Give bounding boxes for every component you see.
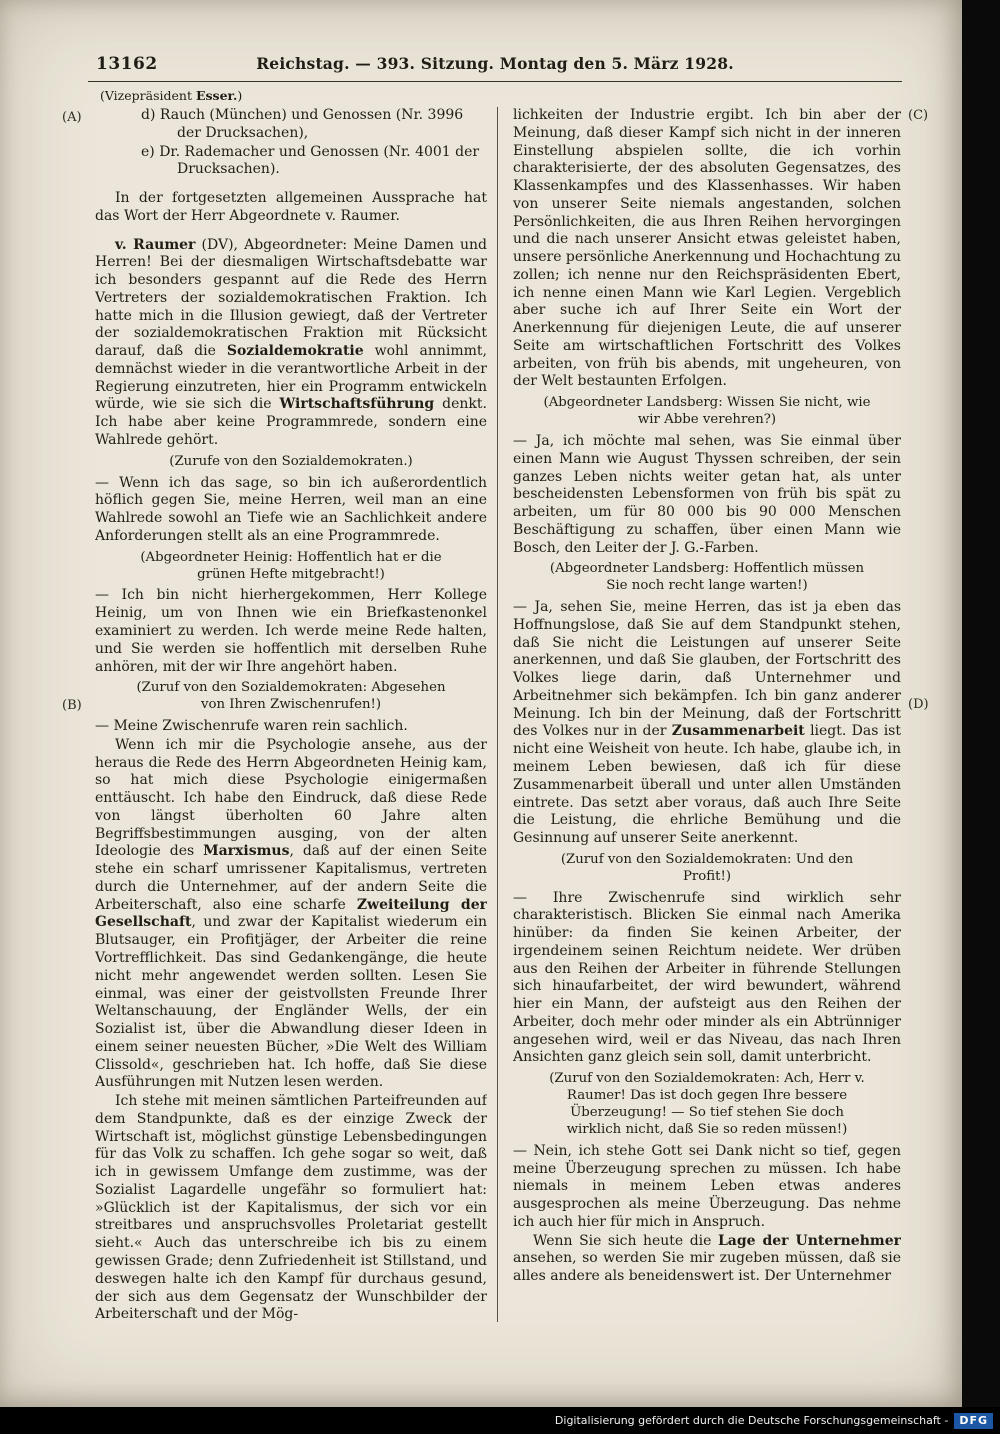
vice-president-suffix: )	[237, 88, 243, 103]
text-run: — Wenn ich das sage, so bin ich außerordentlich höflich gegen Sie, meine Herren, weil man an eine Wahlrede sowohl an Tiefe wie an Sachlichkeit andere Anforderungen stellt als an eine Programmrede.	[95, 474, 487, 544]
text-run: lichkeiten der Industrie ergibt. Ich bin aber der Meinung, daß dieser Kampf sich nicht in der inneren Einstellung abspielen sollte, die ich vorhin charakterisierte, der des absoluten Gegensatzes, des Klassenkampfes und des Klassenhasses. Wir haben von unserer Seite niemals angestanden, solchen Persönlichkeiten, die aus Ihren Reihen hervorgingen und die nach unserer Ansicht etwas geleistet haben, unsere persönliche Anerkennung und Hochachtung zu zollen; ich nenne nur den Reichspräsidenten Ebert, ich nenne einen Mann wie Karl Legien. Vergeblich aber suche ich auf Ihrer Seite ein Wort der Anerkennung für diejenigen Leute, die auf unserer Seite am wirtschaftlichen Fortschritt des Volkes arbeiten, von früh bis abends, mit ungeheuren, von der Welt bestaunten Erfolgen.	[513, 107, 901, 390]
stage-direction	[95, 454, 487, 471]
agenda-item	[95, 144, 487, 180]
agenda-item	[95, 107, 487, 143]
margin-marker-d: (D)	[908, 697, 929, 712]
margin-marker-b: (B)	[62, 698, 82, 713]
stage-direction	[95, 680, 487, 714]
text-run: — Nein, ich stehe Gott sei Dank nicht so tief, gegen meine Überzeugung sprechen zu müssen. Ich habe niemals in meinem Leben etwas anderes ausgesprochen als meine Überzeugung. Das nehme ich auch hier für mich in Anspruch.	[513, 1142, 901, 1230]
paragraph	[513, 1143, 901, 1232]
vice-president-name: Esser.	[195, 88, 238, 103]
text-run: e) Dr. Rademacher und Genossen (Nr. 4001 der Drucksachen).	[141, 143, 480, 178]
dfg-logo: DFG	[954, 1413, 993, 1429]
paragraph	[95, 237, 487, 450]
paragraph	[95, 737, 487, 1092]
text-run: — Ihre Zwischenrufe sind wirklich sehr charakteristisch. Blicken Sie einmal nach Amerika hinüber: da finden Sie keinen Arbeiter, der irgendeinem seinen Reichtum neidete. Wer drüben aus den Reihen der Arbeiter in führende Stellungen sich hinaufarbeitet, der wird bewundert, während hier ein Mann, der aufsteigt aus den Reihen der Arbeiter, doch mehr oder minder als ein Abtrünniger angesehen wird, weil er das Niveau, das nach Ihren Ansichten ganz gleich sein soll, damit unterbricht.	[513, 889, 901, 1066]
emphasis-text: Lage der Unternehmer	[717, 1232, 901, 1249]
paragraph	[95, 475, 487, 546]
text-run: liegt. Das ist nicht eine Weisheit von heute. Ich habe, glaube ich, in meinem Leben bewiesen, daß ich für diese Zusammenarbeit überall und unter allen Umständen eintrete. Das setzt aber voraus, daß auch Ihre Seite die Leistung, die ehrliche Bemühung und die Gesinnung auf unserer Seite anerkennt.	[513, 723, 901, 847]
text-run: (DV), Abgeordneter: Meine Damen und Herren! Bei der diesmaligen Wirtschaftsdebatte war ich besonders gespannt auf die Rede des Herrn Vertreters der sozialdemokratischen Fraktion. Ich hatte mich in die Illusion gewiegt, daß der Vertreter der sozialdemokratischen Fraktion mit Rücksicht darauf, daß die	[95, 236, 487, 360]
text-run: Wenn Sie sich heute die	[533, 1232, 718, 1249]
text-run: , daß auf der einen Seite stehe ein scharf umrissener Kapitalismus, vertreten durch die Unternehmer, auf der andern Seite die Arbeiterschaft, also eine scharfe	[95, 843, 487, 913]
text-run: Wenn ich mir die Psychologie ansehe, aus der heraus die Rede des Herrn Abgeordneten Heinig kam, so hat mich diese Psychologie einigermaßen enttäuscht. Ich habe den Eindruck, daß diese Rede von längst überholten 60 Jahre alten Begriffsbestimmungen ausging, von der alten Ideologie des	[95, 736, 487, 860]
paragraph	[513, 599, 901, 848]
paragraph	[513, 433, 901, 557]
text-run: (Zuruf von den Sozialdemokraten: Und den Profit!)	[560, 851, 854, 884]
text-columns	[95, 107, 901, 1322]
stage-direction	[513, 1071, 901, 1139]
text-run: (Zuruf von den Sozialdemokraten: Ach, Herr v. Raumer! Das ist doch gegen Ihre bessere Überzeugung! — So tief stehen Sie doch wirklich nicht, daß Sie so reden müssen!)	[549, 1071, 865, 1137]
stage-direction	[95, 550, 487, 584]
paragraph	[95, 718, 487, 736]
paragraph	[95, 587, 487, 676]
text-run: denkt. Ich habe aber keine Programmrede, sondern eine Wahlrede gehört.	[95, 396, 487, 449]
footer-bar	[0, 1407, 1000, 1434]
emphasis-text: Sozialdemokratie	[226, 343, 364, 360]
vice-president-note	[100, 88, 242, 103]
scan-edge-right	[962, 0, 1000, 1434]
vice-president-prefix: (Vizepräsident	[100, 88, 196, 103]
paragraph	[513, 890, 901, 1068]
stage-direction	[513, 395, 901, 429]
left-column	[95, 107, 487, 1322]
text-run: In der fortgesetzten allgemeinen Aussprache hat das Wort der Herr Abgeordnete v. Raumer.	[95, 190, 487, 224]
text-run: — Ja, ich möchte mal sehen, was Sie einmal über einen Mann wie August Thyssen schreiben, der sein ganzes Leben nichts weiter getan hat, als unter bescheidensten Lebensformen von früh bis spät zu arbeiten, um für 80 000 bis 90 000 Menschen Beschäftigung zu schaffen, über einen Mann wie Bosch, den Leiter der J. G.-Farben.	[513, 433, 901, 556]
text-run: (Zurufe von den Sozialdemokraten.)	[169, 453, 413, 469]
text-run: ansehen, so werden Sie mir zugeben müssen, daß sie alles andere als beneidenswert ist. Der Unternehmer	[513, 1250, 901, 1285]
paragraph	[95, 1093, 487, 1322]
text-run: — Ich bin nicht hierhergekommen, Herr Kollege Heinig, um von Ihnen wie ein Briefkastenonkel examiniert zu werden. Ich werde meine Rede halten, und Sie werden sie hoffentlich mit derselben Ruhe anhören, mit der wir Ihre angehört haben.	[95, 587, 487, 675]
emphasis-text: Wirtschaftsführung	[279, 396, 435, 413]
digitization-credit: Digitalisierung gefördert durch die Deutsche Forschungsgemeinschaft -	[554, 1414, 949, 1427]
text-run: — Meine Zwischenrufe waren rein sachlich.	[95, 718, 408, 735]
text-run: Ich stehe mit meinen sämtlichen Parteifreunden auf dem Standpunkte, daß es der einzige Zweck der Wirtschaft ist, möglichst günstige Lebensbedingungen für das Volk zu schaffen. Ich gehe sogar so weit, daß ich in gewissem Umfange dem zustimme, was der Sozialist Lagardelle ungefähr so formuliert hat: »Glücklich ist der Kapitalismus, der sich vor ein streitbares und anspruchsvolles Proletariat gestellt sieht.« Auch das unterschreibe ich bis zu einem gewissen Grade; denn Zufriedenheit ist Stillstand, und deswegen halte ich den Kampf für durchaus gesund, der sich aus dem Gegensatz der Wunschbilder der Arbeiterschaft und der Mög-	[95, 1093, 487, 1322]
stage-direction	[513, 852, 901, 886]
text-run: , und zwar der Kapitalist wiederum ein Blutsauger, ein Profitjäger, der Arbeiter die reine Vortrefflichkeit. Das sind Gedankengänge, die heute nicht mehr angewendet werden sollten. Lesen Sie einmal, was einer der geistvollsten Freunde Ihrer Weltanschauung, der Engländer Wells, der ein Sozialist ist, über die Abwandlung dieser Ideen in einem seiner neuesten Bücher, »Die Welt des William Clissold«, geschrieben hat. Ich hoffe, daß Sie diese Ausführungen mit Nutzen lesen werden.	[95, 914, 487, 1091]
paragraph	[513, 1233, 901, 1286]
text-run: (Zuruf von den Sozialdemokraten: Abgesehen von Ihren Zwischenrufen!)	[136, 680, 446, 713]
text-run: wohl annimmt, demnächst wieder in die verantwortliche Arbeit in der Regierung einzutreten, hier ein Programm entwickeln würde, wie sie sich die	[95, 343, 487, 413]
text-run: — Ja, sehen Sie, meine Herren, das ist ja eben das Hoffnungslose, daß Sie auf dem Standpunkt stehen, daß Sie nicht die Leistungen auf unserer Seite anerkennen, und daß Sie glauben, der Fortschritt des Volkes liege darin, daß Unternehmer und Arbeitnehmer sich bekämpfen. Ich bin ganz anderer Meinung. Ich bin der Meinung, daß der Fortschritt des Volkes nur in der	[513, 599, 901, 740]
text-run: (Abgeordneter Landsberg: Wissen Sie nicht, wie wir Abbe verehren?)	[543, 395, 871, 428]
emphasis-text: Zusammenarbeit	[671, 723, 805, 740]
stage-direction	[513, 561, 901, 595]
text-run: (Abgeordneter Heinig: Hoffentlich hat er die grünen Hefte mitgebracht!)	[140, 549, 442, 582]
margin-marker-a: (A)	[62, 110, 82, 125]
right-column	[497, 107, 901, 1322]
emphasis-text: Zweiteilung der Gesellschaft	[95, 896, 487, 931]
emphasis-text: v. Raumer	[115, 236, 196, 253]
page-number: 13162	[96, 54, 158, 74]
paragraph	[513, 107, 901, 391]
margin-marker-c: (C)	[908, 108, 929, 123]
emphasis-text: Marxismus	[203, 843, 290, 860]
text-run: (Abgeordneter Landsberg: Hoffentlich müssen Sie noch recht lange warten!)	[549, 561, 865, 594]
page-title: Reichstag. — 393. Sitzung. Montag den 5. März 1928.	[256, 54, 734, 73]
text-run: d) Rauch (München) und Genossen (Nr. 3996 der Drucksachen),	[141, 107, 464, 141]
paragraph	[95, 190, 487, 226]
page-header	[88, 54, 902, 82]
